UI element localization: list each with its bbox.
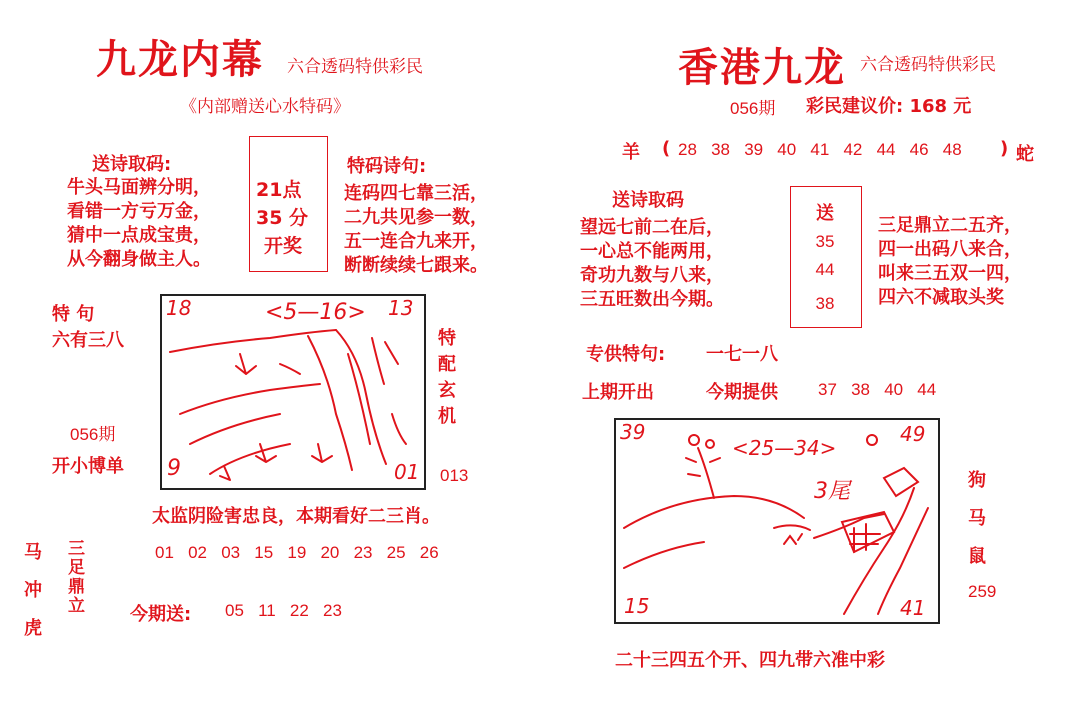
poem-line: 从今翻身做主人。 — [67, 249, 211, 270]
left-subtitle: 《内部赠送心水特码》 — [180, 97, 350, 117]
number: 38 — [851, 380, 871, 399]
poem-line: 断断续续七跟来。 — [344, 255, 488, 276]
vertical-special-hint — [438, 326, 456, 430]
range-start: 羊 — [622, 142, 640, 163]
left-poem — [67, 176, 211, 272]
today-label: 今期送: — [130, 604, 192, 625]
number: 23 — [353, 543, 373, 562]
number: 37 — [818, 380, 837, 399]
number: 25 — [386, 543, 406, 562]
range-open-paren: ( — [662, 138, 671, 159]
number: 03 — [221, 543, 241, 562]
right-gift-text — [790, 200, 860, 318]
left-pic-num-bl: 9 — [167, 456, 181, 481]
vertical-char: 狗 — [968, 470, 986, 491]
right-price: 彩民建议价: 168 元 — [806, 96, 972, 117]
today-numbers — [225, 601, 342, 621]
gift-line: 38 — [815, 294, 835, 313]
poem-line: 猜中一点成宝贵， — [67, 225, 211, 246]
kaixiao-text: 开小博单 — [52, 456, 124, 477]
number: 44 — [917, 380, 937, 399]
draw-time-line: 35 分 — [256, 207, 309, 229]
vertical-char: 三 — [68, 539, 85, 559]
right-pic-num-bl: 15 — [624, 594, 650, 618]
number: 42 — [843, 140, 863, 159]
gift-line: 44 — [815, 260, 835, 279]
offer-label: 今期提供 — [706, 382, 778, 403]
number: 38 — [711, 140, 731, 159]
poem-line: 四一出码八来合， — [878, 239, 1022, 260]
poem-line: 三足鼎立二五齐， — [878, 215, 1022, 236]
vertical-char: 机 — [438, 406, 456, 427]
special-text: 一七一八 — [706, 344, 778, 365]
left-special-heading: 特码诗句: — [347, 156, 427, 177]
special-label: 专供特句: — [586, 344, 666, 365]
left-title: 九龙内幕 — [96, 36, 264, 83]
right-title: 香港九龙 — [678, 44, 846, 91]
right-pic-num-tl: 39 — [620, 420, 646, 444]
vertical-char: 鼠 — [968, 546, 986, 567]
right-pic-num-top: <25—34> — [732, 436, 837, 460]
vertical-char: 马 — [24, 542, 42, 563]
vertical-zodiac-right — [968, 462, 986, 576]
right-poem — [580, 216, 724, 312]
gift-line: 送 — [816, 203, 834, 224]
gift-line: 35 — [815, 232, 835, 251]
left-pic-num-br: 01 — [394, 460, 420, 484]
range-numbers — [678, 140, 962, 160]
code-259: 259 — [968, 582, 997, 601]
number: 20 — [320, 543, 340, 562]
vertical-char: 配 — [438, 354, 456, 375]
tejv-text: 六有三八 — [52, 330, 124, 351]
number: 11 — [258, 601, 276, 620]
offer-numbers — [818, 380, 936, 400]
number: 02 — [188, 543, 208, 562]
number: 39 — [744, 140, 764, 159]
number: 01 — [155, 543, 174, 562]
right-slogan: 六合透码特供彩民 — [860, 55, 996, 75]
number: 22 — [289, 601, 309, 620]
right-issue: 056期 — [730, 99, 776, 118]
draw-time-text — [256, 176, 308, 260]
range-end: 蛇 — [1016, 144, 1034, 165]
vertical-char: 马 — [968, 508, 986, 529]
left-pic-num-tr: 13 — [388, 296, 414, 320]
right-pic-num-tr: 49 — [900, 422, 926, 446]
vertical-char: 立 — [68, 596, 85, 616]
number: 40 — [884, 380, 904, 399]
poem-line: 四六不减取头奖 — [878, 287, 1004, 308]
poem-line: 看错一方亏万金， — [67, 201, 211, 222]
number: 44 — [876, 140, 896, 159]
left-pic-num-tl: 18 — [166, 296, 192, 320]
poem-line: 奇功九数与八来， — [580, 265, 724, 286]
right-bottom-text: 二十三四五个开、四九带六准中彩 — [615, 650, 885, 671]
poem-line: 三五旺数出今期。 — [580, 289, 724, 310]
vertical-zodiac-a — [24, 534, 42, 648]
left-numbers-row — [155, 543, 439, 563]
right-poem2 — [878, 214, 1022, 310]
left-slogan: 六合透码特供彩民 — [287, 57, 423, 77]
vertical-zodiac-b — [68, 540, 85, 616]
number: 46 — [909, 140, 929, 159]
left-statement: 太监阴险害忠良，本期看好二三肖。 — [152, 506, 440, 527]
vertical-char: 鼎 — [68, 577, 85, 597]
vertical-char: 特 — [438, 328, 456, 349]
range-close-paren: ) — [1000, 138, 1009, 159]
poem-line: 望远七前二在后， — [580, 217, 724, 238]
draw-time-line: 21点 — [256, 179, 302, 201]
poem-line: 连码四七靠三活， — [344, 183, 488, 204]
number: 19 — [287, 543, 307, 562]
left-issue: 056期 — [70, 425, 116, 444]
left-poem-heading: 送诗取码: — [92, 154, 172, 175]
left-special-poem — [344, 182, 488, 278]
right-pic-num-mid: 3尾 — [814, 479, 850, 504]
vertical-char: 虎 — [24, 618, 42, 639]
number: 23 — [323, 601, 342, 620]
poem-line: 一心总不能两用， — [580, 241, 724, 262]
last-label: 上期开出 — [582, 382, 654, 403]
number: 28 — [678, 140, 697, 159]
poem-line: 牛头马面辨分明， — [67, 177, 211, 198]
poem-line: 叫来三五双一四， — [878, 263, 1022, 284]
vertical-char: 足 — [68, 558, 85, 578]
number: 05 — [225, 601, 244, 620]
draw-time-line: 开奖 — [264, 235, 303, 257]
number: 41 — [810, 140, 830, 159]
number: 26 — [419, 543, 439, 562]
right-pic-num-br: 41 — [900, 596, 926, 620]
number: 48 — [942, 140, 962, 159]
poem-line: 二九共见参一数， — [344, 207, 488, 228]
vertical-char: 玄 — [438, 380, 456, 401]
number: 15 — [254, 543, 274, 562]
code-013: 013 — [440, 466, 469, 485]
poem-line: 五一连合九来开， — [344, 231, 488, 252]
left-pic-num-top: <5—16> — [265, 300, 366, 325]
vertical-char: 冲 — [24, 580, 42, 601]
tejv-label: 特 句 — [52, 304, 95, 325]
right-poem-heading: 送诗取码 — [612, 190, 684, 211]
number: 40 — [777, 140, 797, 159]
